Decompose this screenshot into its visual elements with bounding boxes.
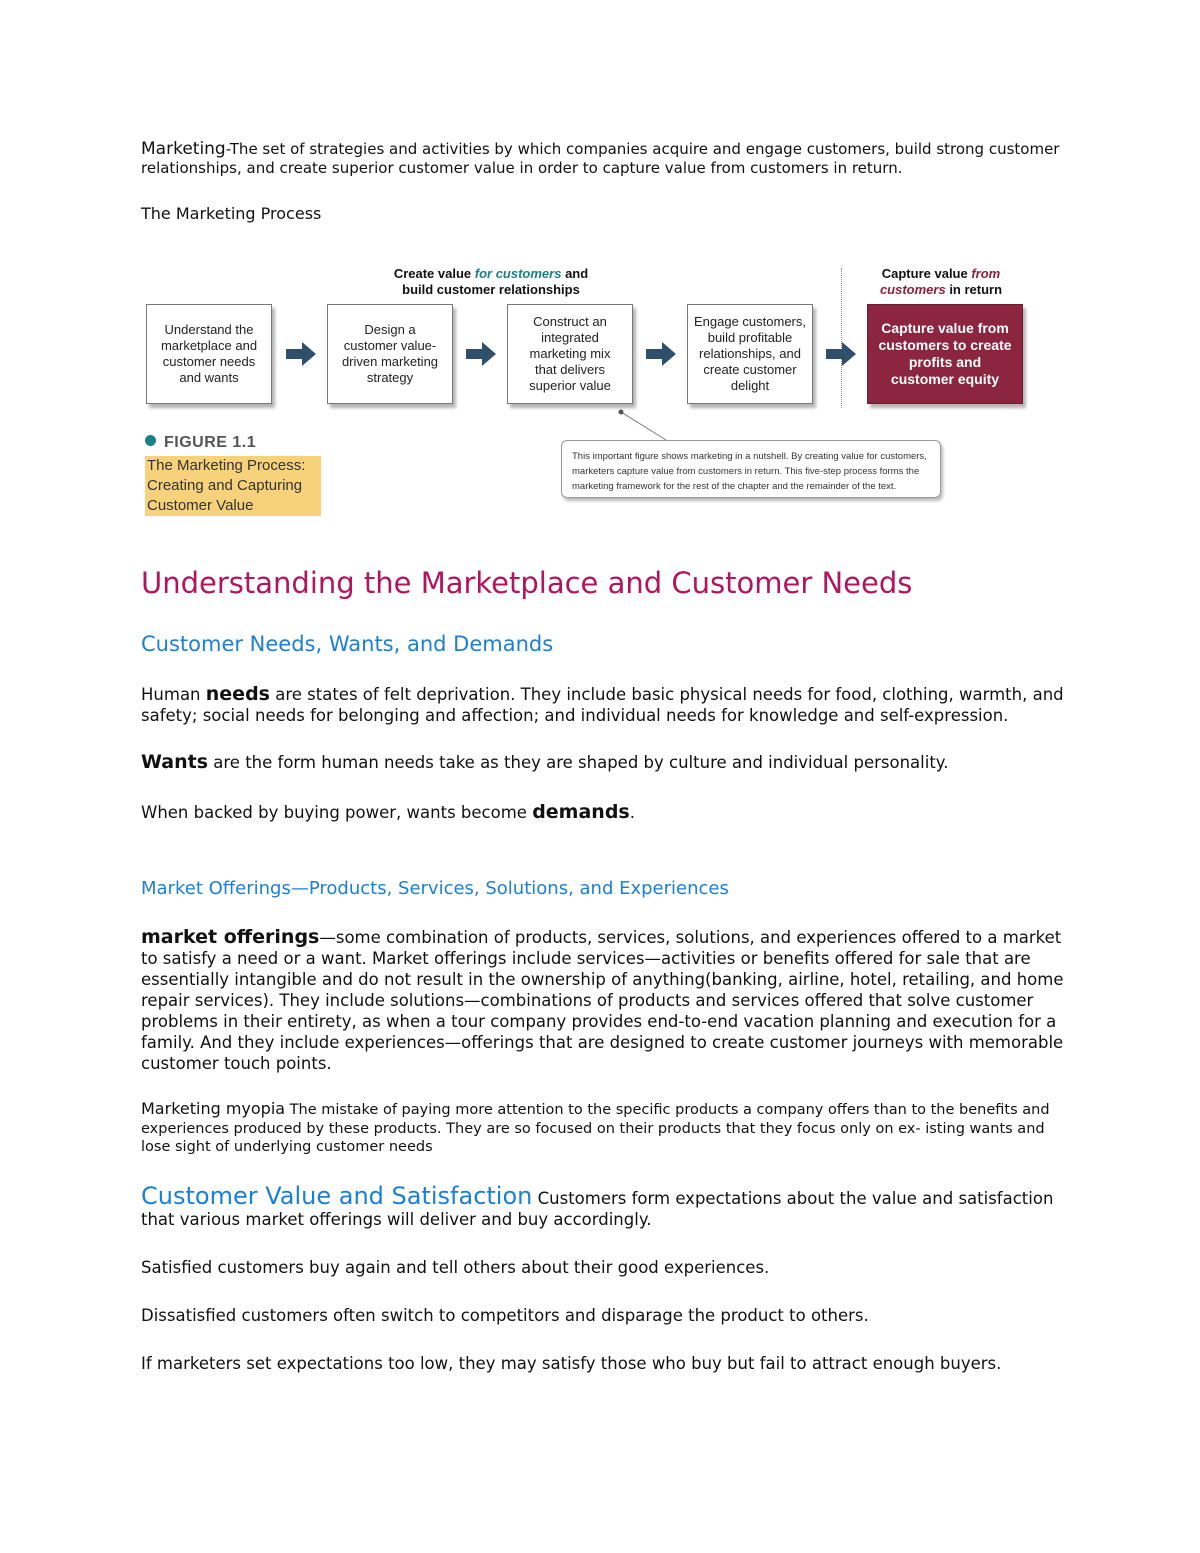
header-right-part-c: customers — [879, 282, 946, 297]
myopia-text: The mistake of paying more attention to the specific products a company offers than to the benefits and experiences produced by these products. They are so focused on their products that they focus only on ex- isting wants and lose sight of underlying customer needs — [141, 1102, 1050, 1155]
section-market-offerings — [141, 878, 1071, 1157]
myopia-paragraph — [141, 1100, 1071, 1157]
header-left-part-b: for customers — [474, 266, 562, 281]
expectations-paragraph: If marketers set expectations too low, they may satisfy those who buy but fail to attract enough buyers. — [141, 1354, 1002, 1373]
header-right-part-d: in return — [945, 282, 1003, 297]
header-left-part-d: build customer relationships — [402, 282, 580, 297]
step-label: Understand the marketplace and customer needs and wants — [160, 322, 258, 385]
subsection-heading: Customer Needs, Wants, and Demands — [141, 632, 554, 656]
demands-post: . — [629, 803, 635, 822]
process-title: The Marketing Process — [141, 204, 322, 223]
step-label: Design a customer value-driven marketing strategy — [341, 322, 439, 385]
marketing-term: Marketing — [141, 139, 226, 159]
needs-term: needs — [205, 683, 270, 705]
figure-label — [145, 434, 321, 516]
step-label: Construct an integrated marketing mix that delivers superior value — [529, 314, 611, 393]
offerings-text: —some combination of products, services, solutions, and experiences offered to a market to satisfy a need or a want. Market offerings include services—activities or benefits offered for sale that are essentially intangible and do not result in the ownership of anything(banking, airline, hotel, retailing, and home repair services). They include solutions—combinations of products and services offered that solve customer problems in their entirety, as when a tour company provides end-to-end vacation planning and execution for a family. And they include experiences—offerings that are designed to create customer journeys with memorable customer touch points. — [141, 928, 1064, 1073]
value-paragraph — [141, 1182, 1071, 1230]
demands-paragraph — [141, 802, 1071, 823]
section-heading: Understanding the Marketplace and Customer Needs — [141, 566, 913, 600]
needs-paragraph — [141, 684, 1071, 726]
value-text: Customers form expectations about the value and satisfaction that various market offerings will deliver and buy accordingly. — [141, 1189, 1054, 1229]
header-left-part-c: and — [561, 266, 589, 281]
section-value-satisfaction — [141, 1182, 1071, 1374]
step-label: Engage customers, build profitable relationships, and create customer delight — [693, 314, 806, 393]
header-right-part-a: Capture value — [881, 266, 972, 281]
step-label: Capture value from customers to create profits and customer equity — [878, 320, 1012, 387]
marketing-process-figure — [141, 262, 1041, 524]
figure-note: This important figure shows marketing in a nutshell. By creating value for customers, marketers capture value from customers in return. This five-step process forms the marketing framework for the rest of the chapter and the remainder of the text. — [561, 440, 941, 498]
myopia-term: Marketing myopia — [141, 1099, 286, 1118]
bullet-icon — [145, 435, 156, 446]
dissatisfied-paragraph: Dissatisfied customers often switch to competitors and disparage the product to others. — [141, 1306, 869, 1325]
wants-term: Wants — [141, 751, 209, 773]
marketing-definition-text: -The set of strategies and activities by which companies acquire and engage customers, build strong customer relationships, and create superior customer value in order to capture value from customers in return. — [141, 140, 1060, 177]
wants-paragraph — [141, 752, 1071, 773]
subsection-heading: Customer Value and Satisfaction — [141, 1182, 533, 1210]
needs-text: are states of felt deprivation. They include basic physical needs for food, clothing, warmth, and safety; social needs for belonging and affection; and individual needs for knowledge and self-expression. — [141, 685, 1064, 725]
header-left-part-a: Create value — [393, 266, 475, 281]
satisfied-paragraph: Satisfied customers buy again and tell others about their good experiences. — [141, 1258, 770, 1277]
demands-term: demands — [532, 801, 630, 823]
offerings-paragraph — [141, 927, 1071, 1074]
figure-number-text: FIGURE 1.1 — [164, 434, 257, 451]
intro-block — [141, 140, 1061, 223]
header-right-part-b: from — [971, 266, 1001, 281]
subsection-heading: Market Offerings—Products, Services, Solutions, and Experiences — [141, 878, 729, 899]
wants-text: are the form human needs take as they are shaped by culture and individual personality. — [208, 753, 949, 772]
section-marketplace — [141, 566, 1071, 600]
figure-number — [145, 434, 321, 452]
demands-pre: When backed by buying power, wants become — [141, 803, 533, 822]
section-needs-wants-demands — [141, 632, 1071, 823]
figure-caption: The Marketing Process: Creating and Capturing Customer Value — [145, 456, 321, 516]
marketing-definition — [141, 140, 1061, 178]
offerings-term: market offerings — [141, 926, 320, 948]
needs-pre: Human — [141, 685, 206, 704]
